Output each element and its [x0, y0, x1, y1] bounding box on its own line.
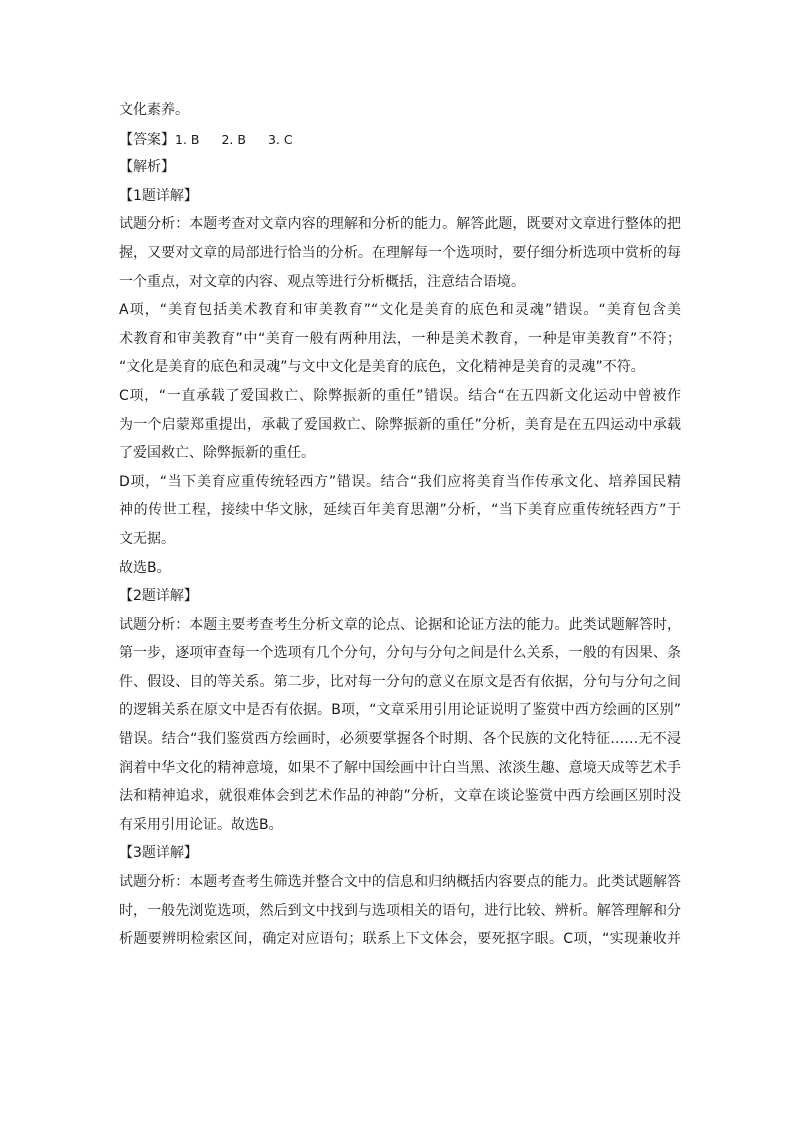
text-line: [119, 529, 681, 550]
text-line-content: 【3题详解】: [119, 845, 198, 862]
text-line: [119, 443, 681, 464]
text-line: [119, 186, 681, 207]
text-line: [119, 415, 681, 436]
text-line: [119, 243, 681, 264]
text-line-content: 为一个启蒙郑重提出，承載了爱国救亡、除弊振新的重任”分析，美育是在五四运动中承载: [119, 416, 681, 433]
text-line: [119, 815, 681, 836]
text-line: [119, 329, 681, 350]
text-line-content: 了爱国救亡、除弊振新的重任。: [119, 445, 315, 462]
text-line-content: 文无据。: [119, 530, 175, 547]
text-line-content: 【1题详解】: [119, 187, 198, 204]
text-line: [119, 157, 681, 178]
text-line-content: D项，“当下美育应重传统轻西方”错误。结合“我们应将美育当作传承文化、培养国民精: [119, 473, 681, 490]
text-line-content: “文化是美育的底色和灵魂”与文中文化是美育的底色，文化精神是美育的灵魂”不符。: [119, 359, 645, 376]
text-line: [119, 558, 681, 579]
text-line-content: 【答案】: [119, 131, 175, 148]
text-line: [119, 615, 681, 636]
text-line-content: 法和精神追求，就很难体会到艺术作品的神韵”分析，文章在谈论鉴赏中西方绘画区别时没: [119, 788, 681, 805]
answer-item: 3. C: [267, 131, 293, 147]
text-line: [119, 300, 681, 321]
text-line: [119, 901, 681, 922]
text-line-content: 试题分析：本题主要考查考生分析文章的论点、论据和论证方法的能力。此类试题解答时，: [119, 616, 681, 633]
text-line: [119, 100, 681, 121]
text-line: [119, 500, 681, 521]
text-line: [119, 758, 681, 779]
text-line-content: C项，“一直承载了爱国救亡、除弊振新的重任”错误。结合“在五四新文化运动中曾被作: [119, 387, 681, 404]
text-line-content: 握，又要对文章的局部进行恰当的分析。在理解每一个选项时，要仔细分析选项中赏析的每: [119, 244, 681, 261]
text-line-content: 试题分析：本题考查对文章内容的理解和分析的能力。解答此题，既要对文章进行整体的把: [119, 216, 681, 233]
text-line-content: 故选B。: [119, 559, 171, 576]
text-line: [119, 643, 681, 664]
text-line-content: 一个重点，对文章的内容、观点等进行分析概括，注意结合语境。: [119, 273, 525, 290]
text-line-content: 件、假设、目的等关系。第二步，比对每一分句的意义在原文是否有依据，分句与分句之间: [119, 673, 681, 690]
text-line-content: A项，“美育包括美术教育和审美教育”“文化是美育的底色和灵魂”错误。“美育包含美: [119, 302, 681, 319]
text-line: [119, 729, 681, 750]
text-line: [119, 129, 681, 150]
text-line: [119, 929, 681, 950]
text-line: [119, 786, 681, 807]
text-line-content: 有采用引用论证。故选B。: [119, 816, 283, 833]
text-line-content: 【2题详解】: [119, 588, 198, 605]
text-line: [119, 357, 681, 378]
text-line: [119, 586, 681, 607]
text-line-content: 试题分析：本题考查考生筛选并整合文中的信息和归纳概括内容要点的能力。此类试题解答: [119, 874, 681, 891]
text-line-content: 文化素养。: [119, 102, 189, 118]
text-line-content: 第一步，逐项审查每一个选项有几个分句，分句与分句之间是什么关系，一般的有因果、条: [119, 645, 681, 662]
text-line: [119, 386, 681, 407]
text-line-content: 时，一般先浏览选项，然后到文中找到与选项相关的语句，进行比较、辨析。解答理解和分: [119, 902, 681, 919]
text-line-content: 【解析】: [119, 159, 175, 176]
document-page: [119, 100, 681, 958]
text-line: [119, 214, 681, 235]
text-line-content: 润着中华文化的精神意境，如果不了解中国绘画中计白当黑、浓淡生趣、意境天成等艺术手: [119, 759, 681, 776]
text-line: [119, 672, 681, 693]
text-line: [119, 472, 681, 493]
text-line-content: 术教育和审美教育”中“美育一般有两种用法，一种是美术教育，一种是审美教育”不符；: [119, 330, 681, 347]
text-line-content: 错误。结合“我们鉴赏西方绘画时，必须要掌握各个时期、各个民族的文化特征……无不浸: [119, 731, 681, 748]
text-line: [119, 872, 681, 893]
text-line: [119, 843, 681, 864]
answer-item: 2. B: [221, 131, 246, 147]
text-line-content: 神的传世工程，接续中华文脉，延续百年美育思潮”分析，“当下美育应重传统轻西方”于: [119, 502, 681, 519]
answer-item: 1. B: [175, 131, 200, 147]
text-line-content: 的逻辑关系在原文中是否有依据。B项，“文章采用引用论证说明了鉴赏中西方绘画的区别”: [119, 702, 681, 719]
text-line: [119, 272, 681, 293]
text-line-content: 析题要辨明检索区间，确定对应语句；联系上下文体会，要死抠字眼。C项，“实现兼收并: [119, 931, 681, 948]
text-line: [119, 700, 681, 721]
